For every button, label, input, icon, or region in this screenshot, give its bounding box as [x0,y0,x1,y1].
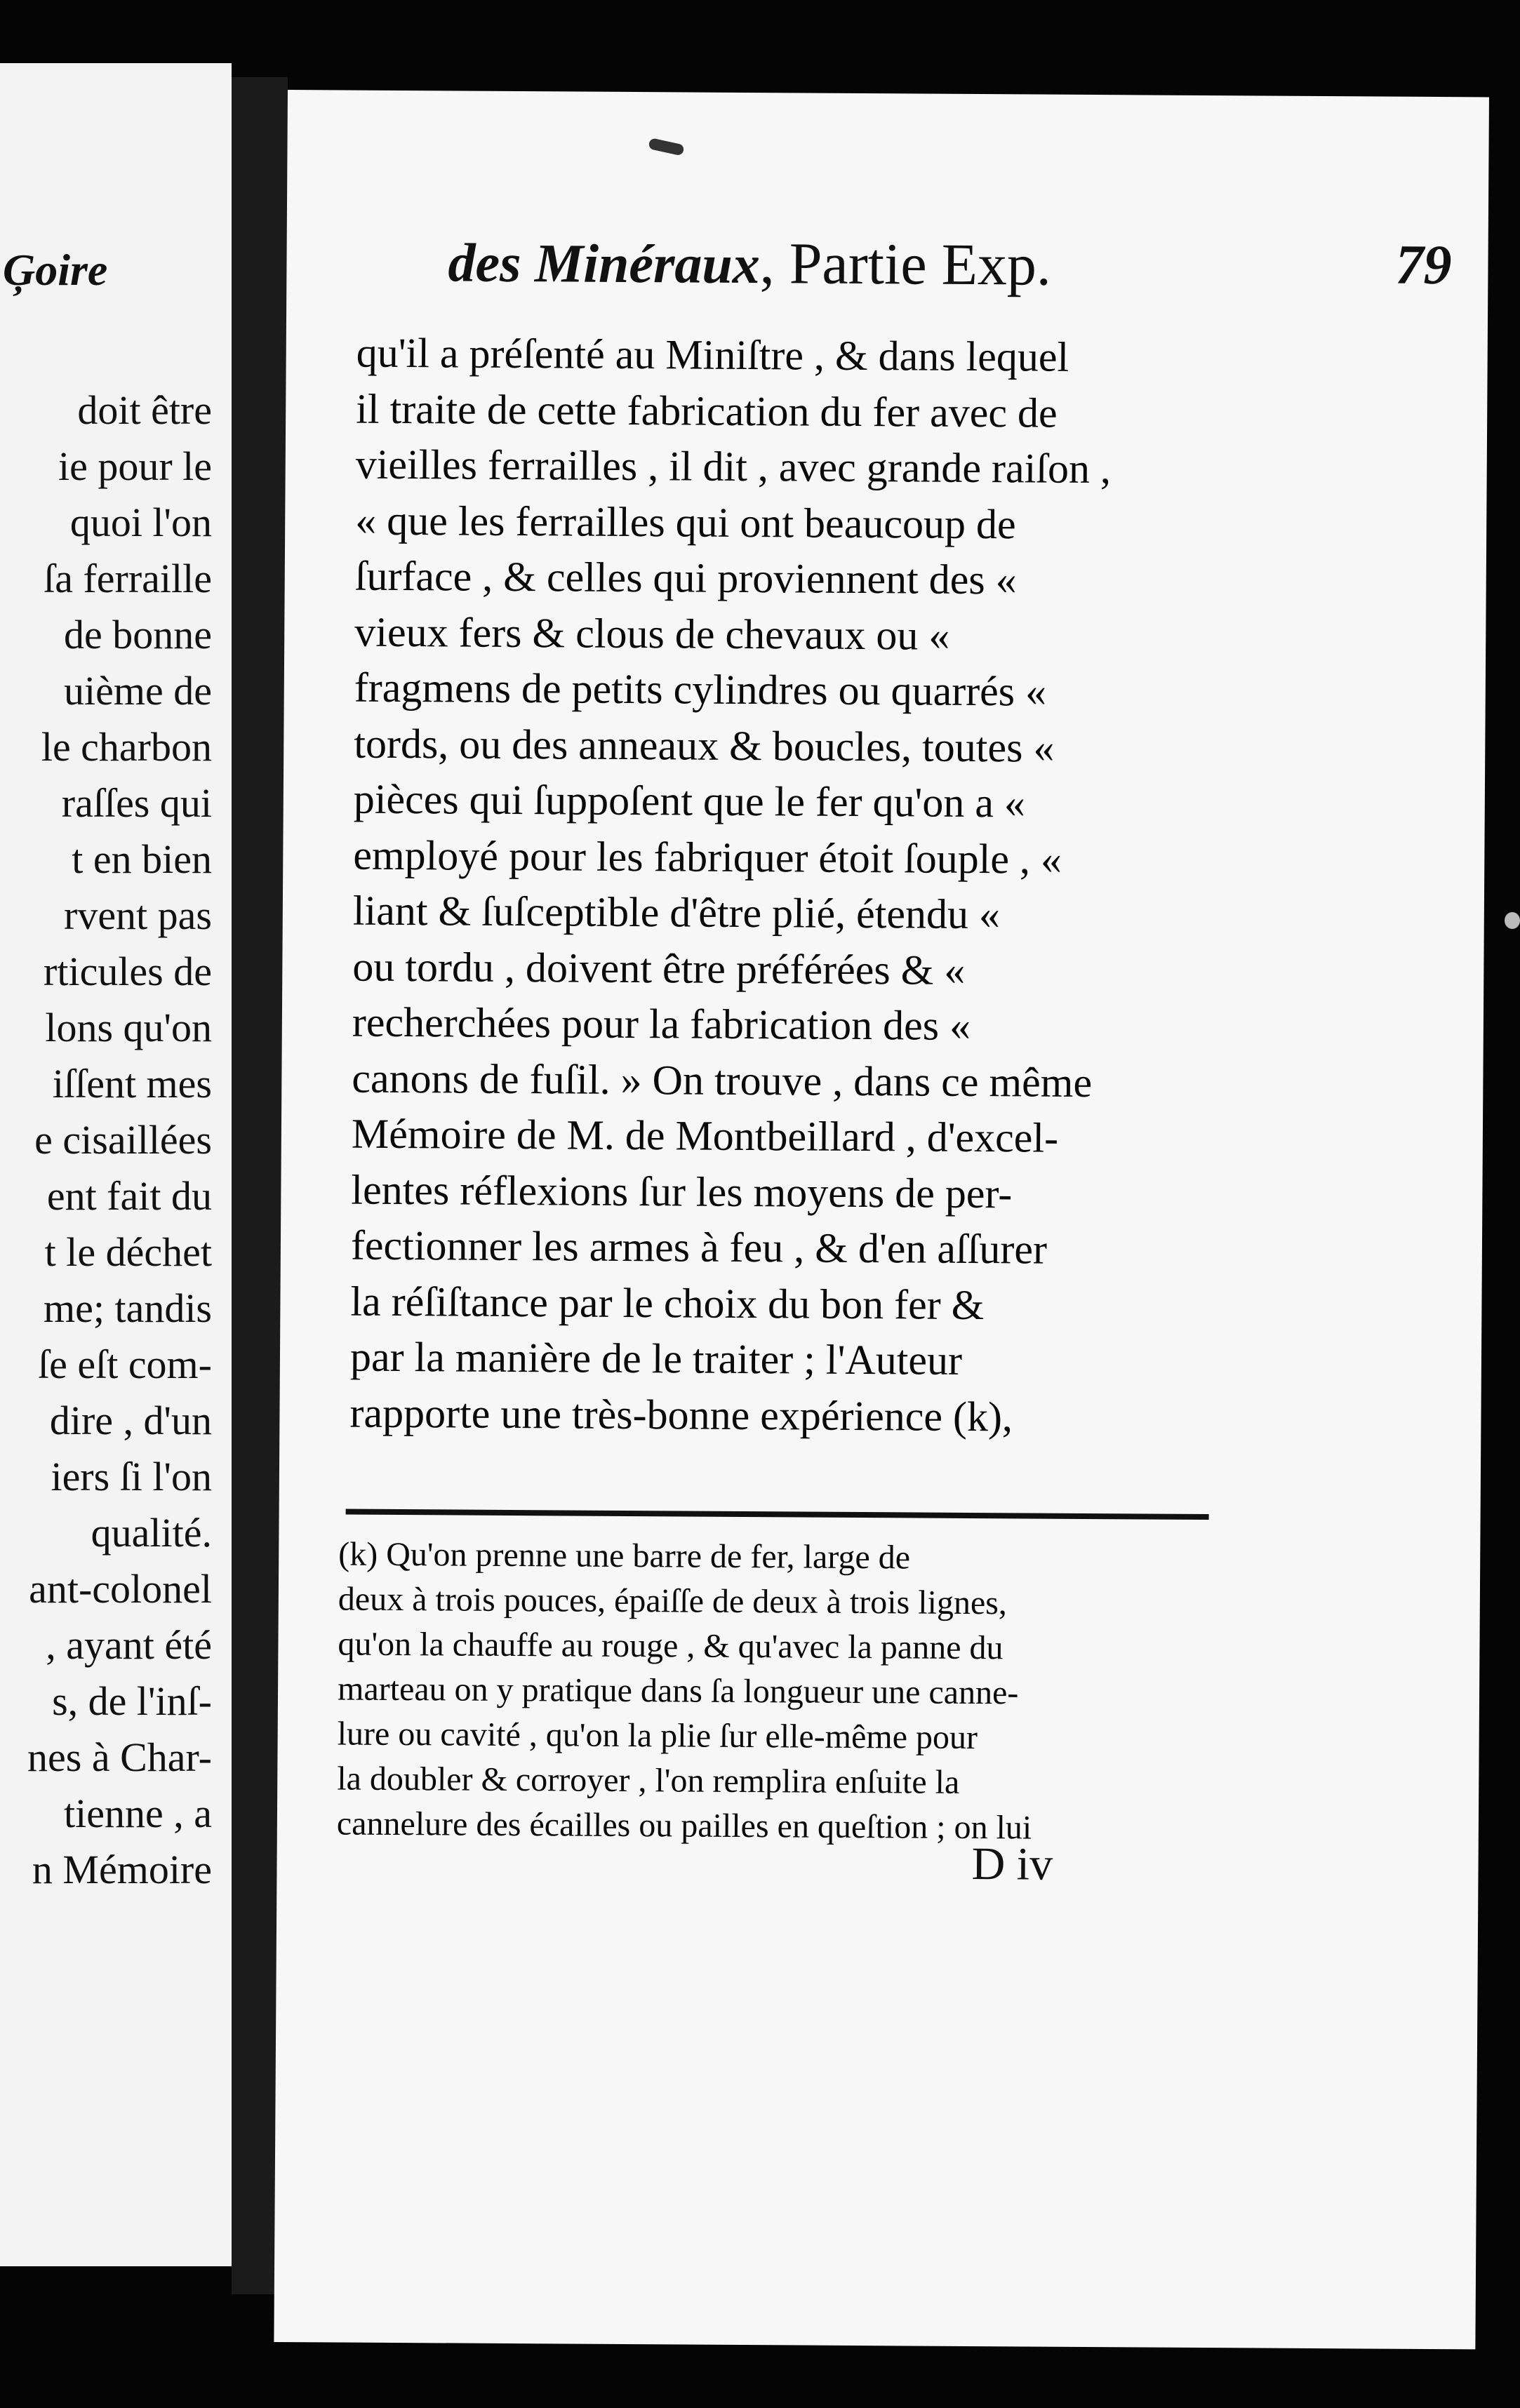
left-text-line: nes à Char- [27,1734,212,1780]
left-text-line: me; tandis [43,1285,212,1331]
left-text-line: n Mémoire [32,1847,212,1892]
footnote-line: lure ou cavité , qu'on la plie ſur elle-même pour [337,1715,978,1757]
left-text-line: iers ſi l'on [51,1454,212,1499]
body-line: employé pour les fabriquer étoit ſouple , « [353,831,1062,883]
running-head-italic: des Minéraux [448,232,760,295]
body-line: la réſiſtance par le choix du bon fer & [350,1278,985,1328]
body-line: lentes réflexions ſur les moyens de per- [351,1166,1013,1217]
left-text-line: , ayant été [46,1622,212,1668]
body-line: par la manière de le traiter ; l'Auteur [349,1333,963,1384]
body-line: qu'il a préſenté au Miniſtre , & dans lequel [356,329,1069,380]
body-line: rapporte une très-bonne expérience (k), [349,1389,1013,1440]
footnote-block [337,1532,1237,1852]
left-text-line: uième de [64,668,212,714]
body-text [349,326,1520,1448]
left-text-line: ie pour le [58,443,212,489]
page-edge-mark [1505,912,1520,929]
body-line: il traite de cette fabrication du fer avec de [356,385,1058,436]
left-text-line: ſe eſt com- [37,1342,212,1387]
footnote-line: marteau on y pratique dans ſa longueur une canne- [337,1670,1019,1712]
left-text-line: iſſent mes [52,1061,212,1106]
left-text-line: de bonne [64,612,212,657]
body-line: canons de fuſil. » On trouve , dans ce même [352,1055,1093,1106]
left-text-line: ent fait du [46,1173,212,1219]
footnote-line: deux à trois pouces, épaiſſe de deux à trois lignes, [338,1580,1008,1622]
page-number: 79 [1395,234,1452,297]
left-text-line: dire , d'un [49,1398,212,1443]
body-line: ou tordu , doivent être préférées & « [352,943,966,994]
left-text-line: le charbon [41,724,212,770]
left-text-line: qualité. [91,1510,212,1556]
body-line: ſurface , & celles qui proviennent des « [354,552,1017,603]
footnote-line: (k) Qu'on prenne une barre de fer, large de [338,1535,911,1577]
left-text-line: t le déchet [44,1229,212,1275]
left-text-line: ant-colonel [29,1566,212,1612]
left-text-line: lons qu'on [45,1005,212,1050]
left-text-line: rvent pas [64,892,212,938]
footnote-rule [346,1509,1209,1520]
left-page [0,63,232,2266]
body-line: fectionner les armes à feu , & d'en aſſurer [350,1222,1048,1273]
left-text-line: doit être [77,387,212,433]
ink-smudge [648,138,684,156]
body-line: tords, ou des anneaux & boucles, toutes « [354,720,1055,771]
body-line: « que les ferrailles qui ont beaucoup de [355,497,1016,547]
left-text-line: raſſes qui [61,780,212,826]
body-line: vieux fers & clous de chevaux ou « [354,608,950,659]
footnote-line: la doubler & corroyer , l'on remplira enſuite la [337,1760,960,1801]
body-line: vieilles ferrailles , il dit , avec grande raiſon , [355,441,1112,493]
left-text-block [0,382,212,1898]
left-text-line: ſa ferraille [44,556,212,601]
left-text-line: t en bien [72,836,212,882]
body-line: Mémoire de M. de Montbeillard , d'excel- [351,1110,1059,1161]
signature-mark: D iv [971,1838,1053,1890]
body-line: pièces qui ſuppoſent que le fer qu'on a « [353,775,1026,827]
footnote-line: cannelure des écailles ou pailles en queſtion ; on lui [336,1805,1032,1847]
body-line: liant & ſuſceptible d'être plié, étendu « [352,887,1001,938]
left-text-line: tienne , a [64,1791,212,1836]
left-text-line: e cisaillées [34,1117,212,1163]
body-line: fragmens de petits cylindres ou quarrés « [354,664,1047,715]
left-text-line: rticules de [44,949,212,994]
left-running-head: Ģoire [3,245,108,295]
running-head-roman: , Partie Exp. [759,231,1052,298]
body-line: recherchées pour la fabrication des « [352,998,971,1049]
left-text-line: quoi l'on [69,500,212,545]
left-text-line: s, de l'inſ- [52,1678,212,1724]
footnote-line: qu'on la chauffe au rouge , & qu'avec la panne du [338,1625,1004,1667]
running-head [448,227,1452,311]
right-page [274,90,1489,2349]
